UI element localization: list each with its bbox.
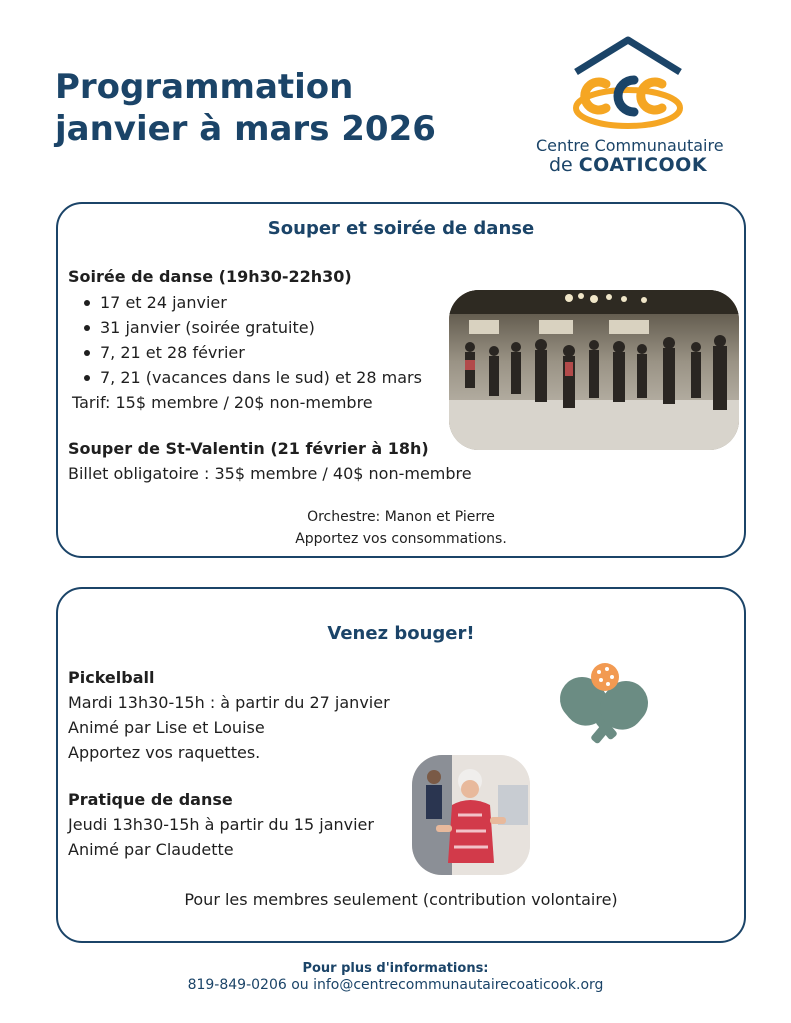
house-ccc-icon	[572, 36, 684, 132]
list-item: 17 et 24 janvier	[78, 290, 422, 315]
bouger-section-card	[56, 587, 746, 943]
souper-title: Souper de St-Valentin (21 février à 18h)	[68, 439, 429, 458]
billet-text: Billet obligatoire : 35$ membre / 40$ non-membre	[68, 464, 472, 483]
logo-prefix: de	[548, 154, 573, 176]
footer-info-label: Pour plus d'informations:	[302, 961, 489, 976]
tarif-text: Tarif: 15$ membre / 20$ non-membre	[72, 393, 373, 412]
danse-section-heading: Souper et soirée de danse	[267, 218, 535, 239]
centre-logo	[536, 36, 726, 176]
list-item: 7, 21 et 28 février	[78, 340, 422, 365]
footer-contact: 819-849-0206 ou info@centrecommunautairecoaticook.org	[187, 977, 604, 993]
bouger-section-heading: Venez bouger!	[327, 623, 475, 644]
pickelball-animators: Animé par Lise et Louise	[68, 718, 265, 737]
logo-name-line-2	[536, 154, 720, 176]
pickelball-schedule: Mardi 13h30-15h : à partir du 27 janvier	[68, 693, 390, 712]
danse-section-card	[56, 202, 746, 558]
pratique-schedule: Jeudi 13h30-15h à partir du 15 janvier	[68, 815, 374, 834]
pickelball-note: Apportez vos raquettes.	[68, 743, 261, 762]
list-item: 7, 21 (vacances dans le sud) et 28 mars	[78, 365, 422, 390]
pickleball-paddles-icon	[546, 659, 666, 755]
pratique-animator: Animé par Claudette	[68, 840, 234, 859]
dance-hall-photo	[449, 290, 739, 450]
list-item: 31 janvier (soirée gratuite)	[78, 315, 422, 340]
orchestre-text: Orchestre: Manon et Pierre	[307, 509, 495, 525]
logo-town: COATICOOK	[578, 154, 708, 176]
page-title	[55, 66, 436, 150]
soiree-title: Soirée de danse (19h30-22h30)	[68, 267, 352, 286]
logo-name-line-1: Centre Communautaire	[536, 136, 724, 155]
dance-practice-photo	[412, 755, 530, 875]
title-line-2: janvier à mars 2026	[55, 109, 436, 149]
membres-note: Pour les membres seulement (contribution volontaire)	[184, 890, 618, 909]
consommations-text: Apportez vos consommations.	[295, 531, 507, 547]
title-line-1: Programmation	[55, 67, 354, 107]
pratique-title: Pratique de danse	[68, 790, 233, 809]
soiree-dates-list	[78, 290, 422, 390]
pickelball-title: Pickelball	[68, 668, 155, 687]
